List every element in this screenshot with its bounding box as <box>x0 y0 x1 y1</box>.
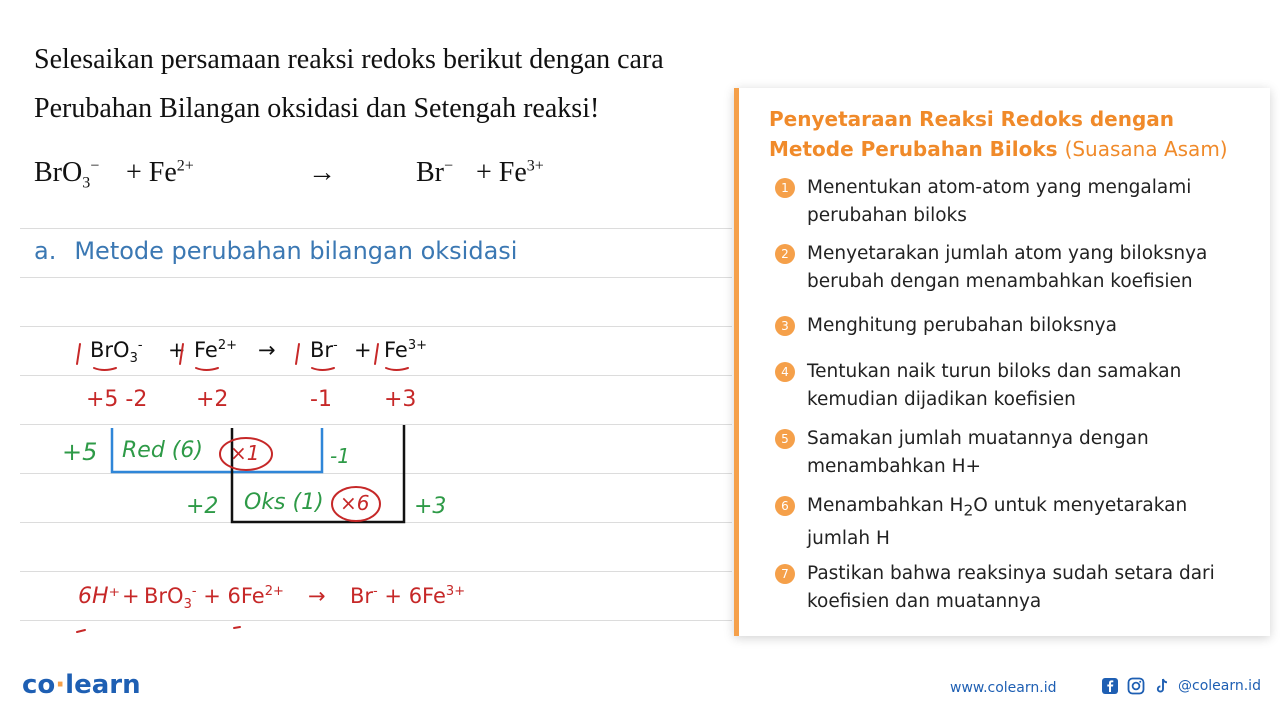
red-multiplier: ×1 <box>230 441 260 465</box>
instagram-icon[interactable] <box>1126 676 1146 696</box>
oks-left-ox: +2 <box>186 494 219 519</box>
panel-title: Penyetaraan Reaksi Redoks dengan Metode Perubahan Biloks (Suasana Asam) <box>769 107 1228 161</box>
ox-state-iron-3: +3 <box>384 387 417 412</box>
plus-sign: + <box>354 338 372 362</box>
product-bromide: Br− <box>416 157 454 188</box>
species-bromate: BrO$_3$- <box>90 338 143 367</box>
final-lhs: $BrO_3^- + 6Fe^{2+}$ <box>144 584 284 613</box>
question-line-2: Perubahan Bilangan oksidasi dan Setengah reaksi! <box>34 93 600 124</box>
oks-multiplier: ×6 <box>340 491 370 515</box>
final-plus: + <box>122 584 140 608</box>
oks-label: Oks (1) <box>244 490 324 515</box>
colearn-logo[interactable]: co·learn <box>22 670 141 700</box>
social-handle[interactable]: @colearn.id <box>1178 678 1261 694</box>
method-heading: a. Metode perubahan bilangan oksidasi <box>34 237 518 265</box>
oks-right-ox: +3 <box>414 494 447 519</box>
product-iron-3: + $Fe^{3+}$ <box>476 157 544 188</box>
hydrogen-ion-mark: 6H⁺ <box>78 584 121 609</box>
red-label: Red (6) <box>122 438 203 463</box>
species-iron-2: $Fe^{2+}$ <box>194 338 238 362</box>
final-rhs: $Br^- + 6Fe^{3+}$ <box>350 584 466 608</box>
species-iron-3: $Fe^{3+}$ <box>384 338 428 362</box>
final-arrow: → <box>308 584 326 608</box>
facebook-icon[interactable] <box>1100 676 1120 696</box>
social-links <box>1100 676 1261 696</box>
ox-state-bromate: +5 -2 <box>86 387 148 412</box>
steps-panel: Penyetaraan Reaksi Redoks dengan Metode Perubahan Biloks (Suasana Asam) 1 Menentukan atom-atom yang mengalami perubahan biloks 2 Menyetarakan jumlah atom yang biloksnya berubah dengan menambahkan koefisien 3 Menghitung perubahan biloksnya 4 Tentukan naik turun biloks dan samakan kemudian dijadikan koefisien 5 Samakan jumlah muatannya dengan menambahkan H+ 6 Menambahkan $H_2O$ untuk menyetarakan jumlah H 7 Pastikan bahwa reaksinya sudah setara dari koefisien dan muatannya <box>734 88 1270 636</box>
reaction-arrow: → <box>308 157 336 188</box>
red-right-ox: -1 <box>330 444 350 468</box>
tiktok-icon[interactable] <box>1152 676 1172 696</box>
work-arrow: → <box>258 338 276 362</box>
website-link[interactable]: www.colearn.id <box>950 680 1057 696</box>
red-left-ox: +5 <box>62 438 98 466</box>
plus-sign: + <box>168 338 186 362</box>
reactant-iron-2: + $Fe^{2+}$ <box>126 157 194 188</box>
reactant-bromate: BrO$_3$− <box>34 157 100 192</box>
question-line-1: Selesaikan persamaan reaksi redoks berikut dengan cara <box>34 44 664 75</box>
species-bromide: Br- <box>310 338 338 362</box>
ox-state-bromide: -1 <box>310 387 332 412</box>
ox-state-iron-2: +2 <box>196 387 229 412</box>
